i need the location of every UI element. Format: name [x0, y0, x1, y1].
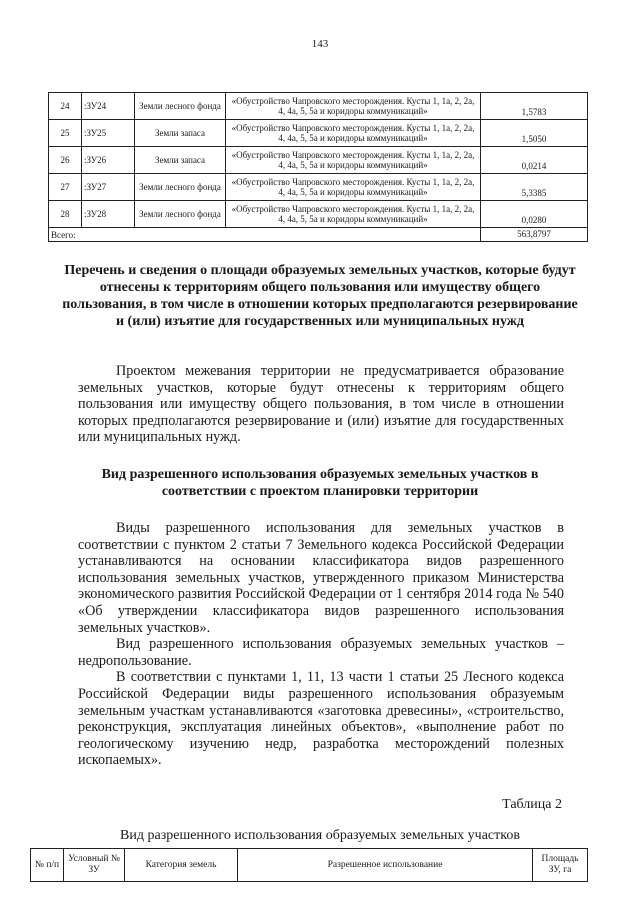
paragraph: Вид разрешенного использования образуемых земельных участков – недропользование. [78, 636, 564, 669]
plot-area: 1,5783 [481, 93, 588, 120]
header-num: № п/п [31, 849, 64, 882]
total-value: 563,8797 [481, 228, 588, 242]
total-label: Всего: [49, 228, 481, 242]
permitted-use: «Обустройство Чапровского месторождения. Кусты 1, 1а, 2, 2а, 4, 4а, 5, 5а и коридоры коммуникаций» [226, 120, 481, 147]
section-body-public-territories [78, 363, 564, 446]
land-category: Земли лесного фонда [135, 93, 226, 120]
plot-code: :ЗУ28 [82, 201, 135, 228]
plot-code: :ЗУ26 [82, 147, 135, 174]
land-category: Земли лесного фонда [135, 174, 226, 201]
plot-code: :ЗУ25 [82, 120, 135, 147]
land-category: Земли запаса [135, 120, 226, 147]
page-number: 143 [311, 38, 329, 50]
section-heading-public-territories: Перечень и сведения о площади образуемых земельных участков, которые будут отнесены к территориям общего пользования или имуществу общего пользования, в том числе в отношении которых предполагаются резервирование и (или) изъятие для государственных или муниципальных нужд [62, 263, 578, 329]
table-header-row [31, 849, 588, 882]
table-row [49, 201, 588, 228]
permitted-use: «Обустройство Чапровского месторождения. Кусты 1, 1а, 2, 2а, 4, 4а, 5, 5а и коридоры коммуникаций» [226, 147, 481, 174]
header-category: Категория земель [125, 849, 238, 882]
table-row [49, 147, 588, 174]
land-plots-table [48, 92, 588, 242]
row-number: 26 [49, 147, 82, 174]
row-number: 27 [49, 174, 82, 201]
permitted-use: «Обустройство Чапровского месторождения. Кусты 1, 1а, 2, 2а, 4, 4а, 5, 5а и коридоры коммуникаций» [226, 174, 481, 201]
paragraph: В соответствии с пунктами 1, 11, 13 части 1 статьи 25 Лесного кодекса Российской Федерации виды разрешенного использования образуемым земельным участкам устанавливаются «заготовка древесины», «строительство, реконструкция, эксплуатация линейных объектов», «выполнение работ по геологическому изучению недр, разработка месторождений полезных ископаемых». [78, 669, 564, 769]
plot-area: 5,3385 [481, 174, 588, 201]
table-row [49, 93, 588, 120]
table-caption: Таблица 2 [502, 797, 562, 812]
table-row [49, 174, 588, 201]
land-category: Земли запаса [135, 147, 226, 174]
permitted-use: «Обустройство Чапровского месторождения. Кусты 1, 1а, 2, 2а, 4, 4а, 5, 5а и коридоры коммуникаций» [226, 201, 481, 228]
row-number: 24 [49, 93, 82, 120]
land-category: Земли лесного фонда [135, 201, 226, 228]
table-total-row [49, 228, 588, 242]
row-number: 25 [49, 120, 82, 147]
table-title: Вид разрешенного использования образуемых земельных участков [120, 828, 520, 843]
plot-code: :ЗУ24 [82, 93, 135, 120]
plot-code: :ЗУ27 [82, 174, 135, 201]
table-row [49, 120, 588, 147]
plot-area: 1,5050 [481, 120, 588, 147]
paragraph: Проектом межевания территории не предусматривается образование земельных участков, которые будут отнесены к территориям общего пользования или имуществу общего пользования, в том числе в отношении которых предполагаются резервирование и (или) изъятие для государственных или муниципальных нужд. [78, 363, 564, 446]
header-use: Разрешенное использование [238, 849, 533, 882]
plot-area: 0,0214 [481, 147, 588, 174]
plot-area: 0,0280 [481, 201, 588, 228]
row-number: 28 [49, 201, 82, 228]
header-area: Площадь ЗУ, га [533, 849, 588, 882]
paragraph: Виды разрешенного использования для земельных участков в соответствии с пунктом 2 статьи 7 Земельного кодекса Российской Федерации устанавливаются на основании классификатора видов разрешенного использования земельных участков, утвержденного приказом Министерства экономического развития Российской Федерации от 1 сентября 2014 года № 540 «Об утверждении классификатора видов разрешенного использования земельных участков». [78, 520, 564, 636]
section-body-permitted-use [78, 520, 564, 769]
permitted-use: «Обустройство Чапровского месторождения. Кусты 1, 1а, 2, 2а, 4, 4а, 5, 5а и коридоры коммуникаций» [226, 93, 481, 120]
permitted-use-table [30, 848, 588, 882]
section-heading-permitted-use: Вид разрешенного использования образуемых земельных участков в соответствии с проектом планировки территории [101, 467, 539, 499]
header-code: Условный № ЗУ [64, 849, 125, 882]
